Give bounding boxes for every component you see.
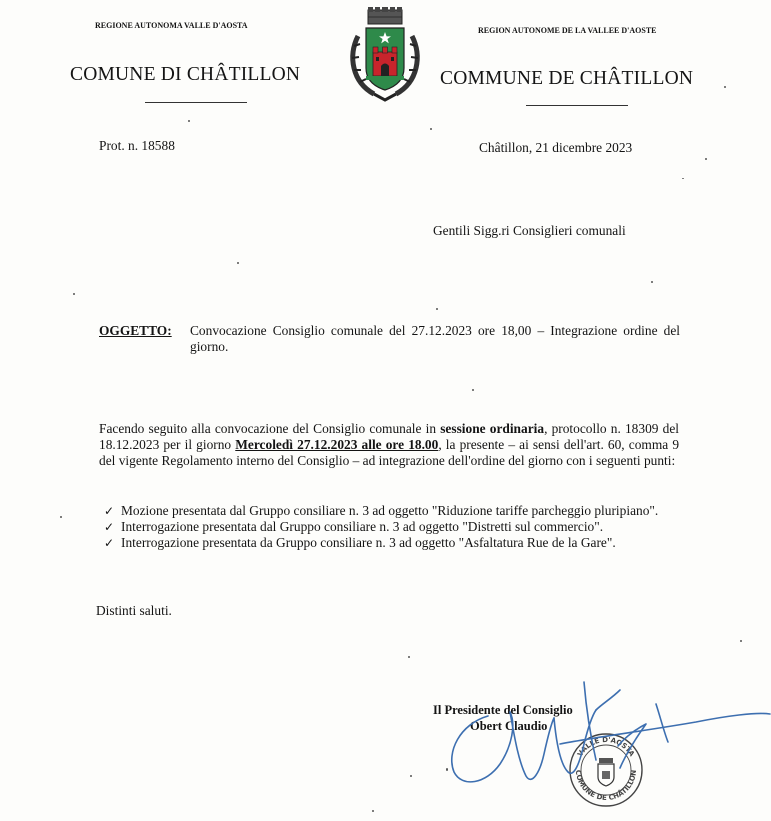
body-text-2: , protocollo n. 18309 del 18.12.2023 per il giorno [99,421,679,452]
subject-text: Convocazione Consiglio comunale del 27.12.2023 ore 18,00 – Integrazione ordine del giorno. [190,323,680,354]
agenda-item-text: Interrogazione presentata dal Gruppo consiliare n. 3 ad oggetto "Distretti sul commercio". [121,519,604,534]
agenda-item [104,519,678,535]
place-and-date: Châtillon, 21 dicembre 2023 [479,140,633,155]
body-paragraph [99,421,679,469]
signature-role: Il Presidente del Consiglio [433,703,573,717]
scan-speck [237,262,239,264]
stamp-top-text: VALLE D'AOSTA [576,735,636,758]
region-name-french: REGION AUTONOME DE LA VALLEE D'AOSTE [478,26,657,35]
checkmark-icon: ✓ [104,520,115,534]
scan-speck [446,768,448,771]
checkmark-icon: ✓ [104,504,115,518]
body-meeting-date: Mercoledì 27.12.2023 alle ore 18.00 [235,437,439,452]
scan-speck [372,810,374,812]
agenda-items-list [104,503,678,551]
handwritten-signature [440,676,771,796]
scan-speck [408,656,410,658]
scan-speck [682,178,684,179]
scan-speck [436,308,438,310]
checkmark-icon: ✓ [104,536,115,550]
body-text-1: Facendo seguito alla convocazione del Consiglio comunale in [99,421,441,436]
subject-label [99,323,172,339]
body-text-3: , la presente – ai sensi dell'art. 60, comma 9 del vigente Regolamento interno del Consiglio – ad integrazione dell'ordine del giorno con i seguenti punti: [99,437,680,468]
header-rule-right [526,105,628,106]
closing-salutation: Distinti saluti. [96,603,172,618]
scan-speck [705,158,707,160]
protocol-number: Prot. n. 18588 [99,138,175,153]
scan-speck [188,120,190,122]
scan-speck [740,640,742,642]
signature-name: Obert Claudio [470,719,548,733]
scan-speck [651,281,653,283]
scan-speck [430,128,432,130]
scan-speck [410,775,412,777]
scan-speck [73,293,75,295]
agenda-item [104,503,678,519]
coat-of-arms-icon [344,6,426,104]
scan-speck [724,86,726,88]
comune-name-italian: COMUNE DI CHÂTILLON [70,64,301,85]
agenda-item-text: Interrogazione presentata da Gruppo consiliare n. 3 ad oggetto "Asfaltatura Rue de la Gare". [121,535,616,550]
subject-label-text: OGGETTO: [99,323,172,338]
comune-name-french: COMMUNE DE CHÂTILLON [440,68,694,89]
scan-speck [472,389,474,391]
region-name-italian: REGIONE AUTONOMA VALLE D'AOSTA [95,21,248,30]
agenda-item [104,535,678,551]
scan-speck [60,516,62,518]
body-session-type: sessione ordinaria [440,421,545,436]
recipient-line: Gentili Sigg.ri Consiglieri comunali [433,223,626,238]
agenda-item-text: Mozione presentata dal Gruppo consiliare n. 3 ad oggetto "Riduzione tariffe parcheggio pluripiano". [121,503,659,518]
header-rule-left [145,102,247,103]
stamp-bottom-text: COMUNE DE CHÂTILLON [573,769,639,803]
